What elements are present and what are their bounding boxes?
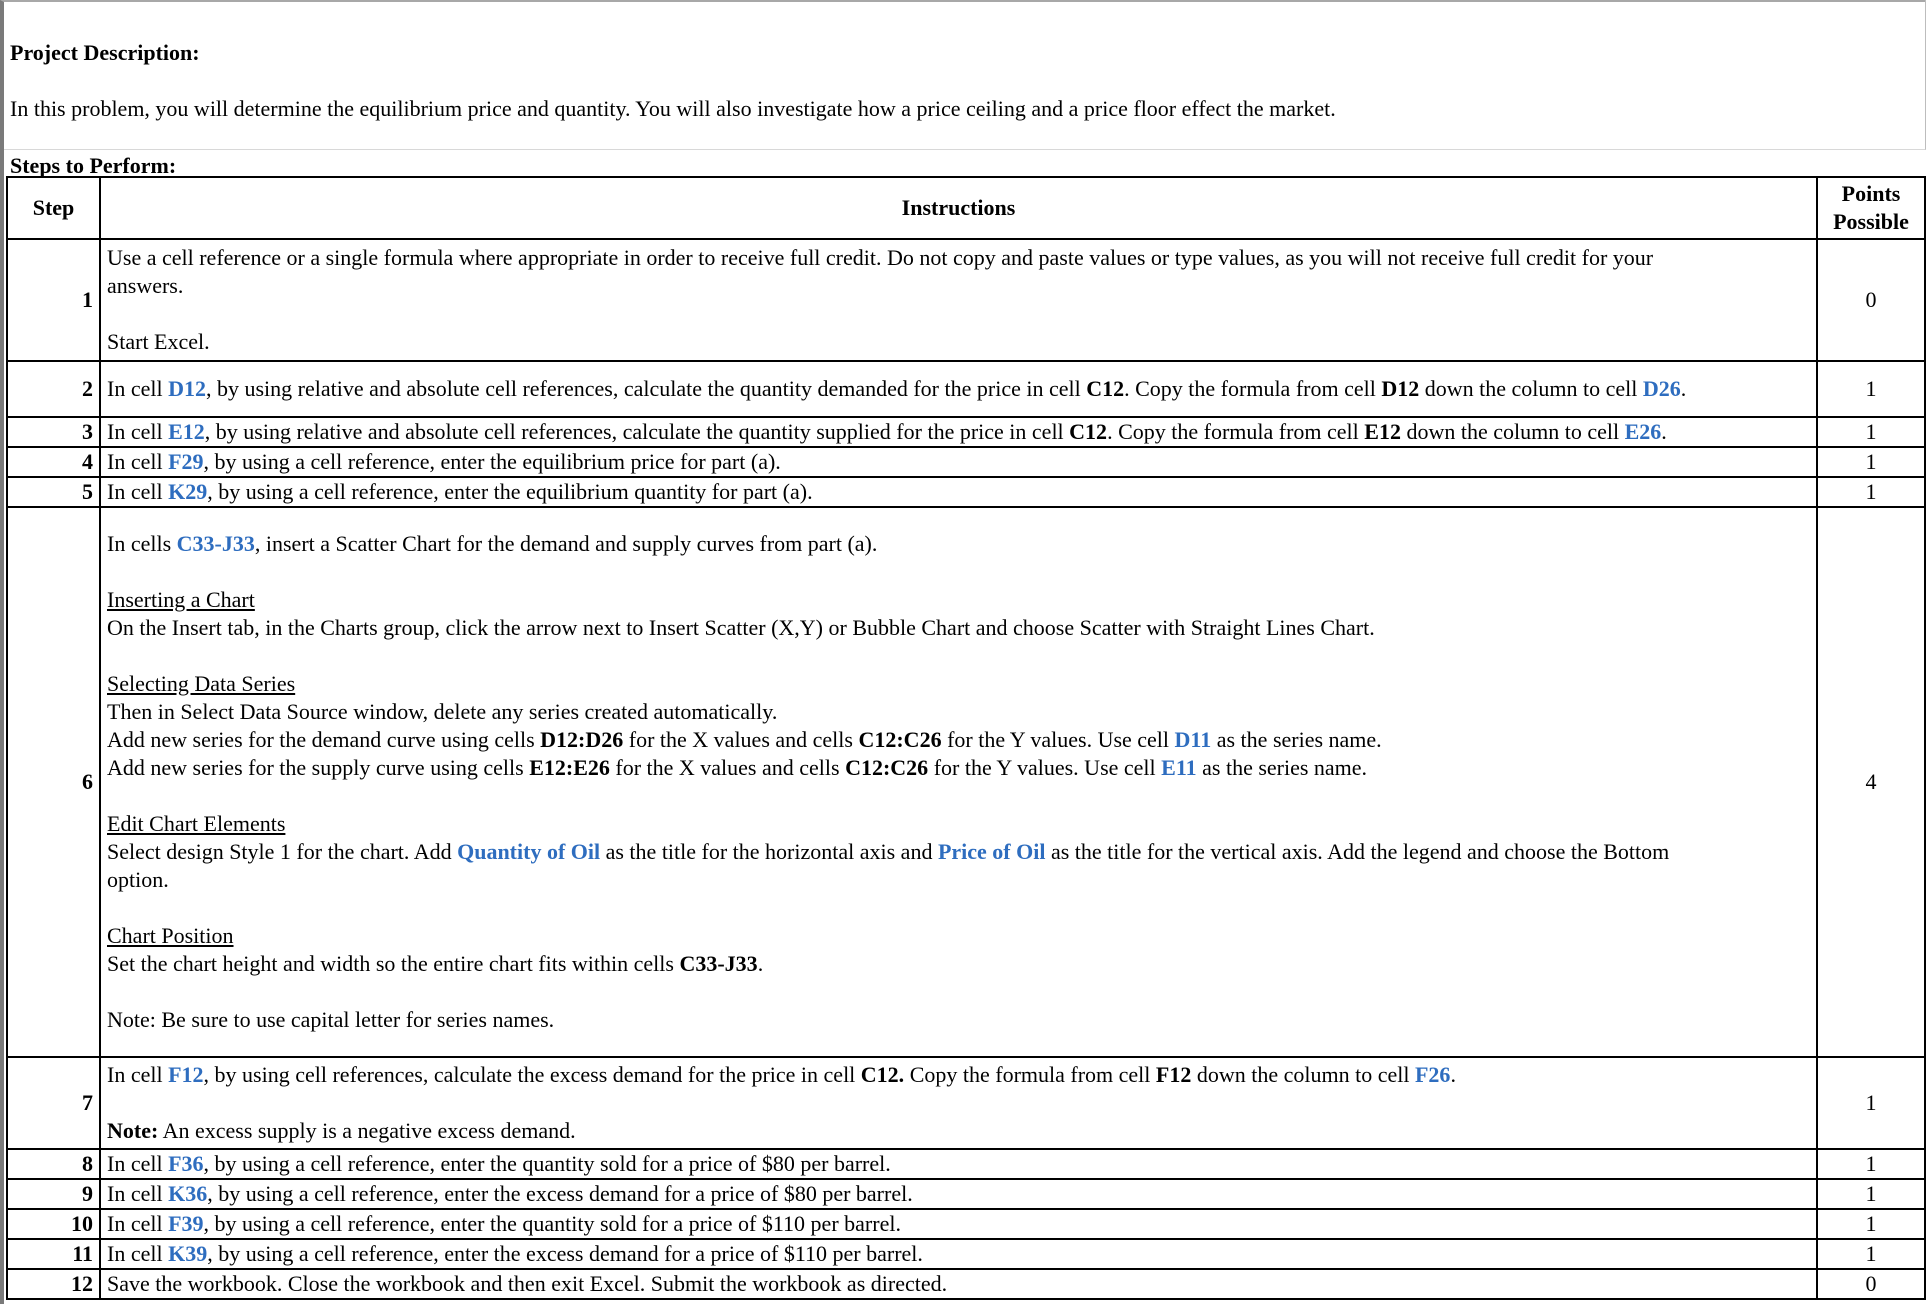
cell-reference: D11 <box>1174 727 1212 752</box>
header-points-possible: Points Possible <box>1817 177 1925 239</box>
step-number: 12 <box>7 1269 100 1299</box>
step-points: 4 <box>1817 507 1925 1057</box>
step-points: 0 <box>1817 1269 1925 1299</box>
project-description-text: In this problem, you will determine the equilibrium price and quantity. You will also investigate how a price ceiling and a price floor effect the market. <box>10 96 1336 121</box>
step-instructions: In cell F36, by using a cell reference, enter the quantity sold for a price of $80 per barrel. <box>100 1149 1817 1179</box>
table-row <box>7 1057 1925 1149</box>
cell-reference: C33-J33 <box>176 531 255 556</box>
step-instructions: In cell K39, by using a cell reference, enter the excess demand for a price of $110 per barrel. <box>100 1239 1817 1269</box>
step-instructions: In cells C33-J33, insert a Scatter Chart for the demand and supply curves from part (a). Inserting a Chart On the Insert tab, in the Charts group, click the arrow next to Insert Scatter (X,Y) or Bubble Chart and choose Scatter with Straight Lines Chart. Selecting Data Series Then in Select Data Source window, delete any series created automatically. Add new series for the demand curve using cells D12:D26 for the X values and cells C12:C26 for the Y values. Use cell D11 as the series name. Add new series for the supply curve using cells E12:E26 for the X values and cells C12:C26 for the Y values. Use cell E11 as the series name. Edit Chart Elements Select design Style 1 for the chart. Add Quantity of Oil as the title for the horizontal axis and Price of Oil as the title for the vertical axis. Add the legend and choose the Bottom option. Chart Position Set the chart height and width so the entire chart fits within cells C33-J33. Note: Be sure to use capital letter for series names. <box>100 507 1817 1057</box>
steps-heading: Steps to Perform: <box>10 153 177 178</box>
step-number: 6 <box>7 507 100 1057</box>
cell-reference: F29 <box>168 449 204 474</box>
step-points: 1 <box>1817 447 1925 477</box>
step-instructions: In cell F39, by using a cell reference, enter the quantity sold for a price of $110 per barrel. <box>100 1209 1817 1239</box>
step-instructions: In cell K29, by using a cell reference, enter the equilibrium quantity for part (a). <box>100 477 1817 507</box>
step-number: 11 <box>7 1239 100 1269</box>
step-points: 1 <box>1817 1149 1925 1179</box>
table-row <box>7 1239 1925 1269</box>
step-number: 2 <box>7 361 100 417</box>
step-points: 1 <box>1817 477 1925 507</box>
table-row <box>7 417 1925 447</box>
step-instructions: In cell F12, by using cell references, calculate the excess demand for the price in cell C12. Copy the formula from cell F12 down the column to cell F26. Note: An excess supply is a negative excess demand. <box>100 1057 1817 1149</box>
step-number: 10 <box>7 1209 100 1239</box>
step-number: 7 <box>7 1057 100 1149</box>
step-number: 3 <box>7 417 100 447</box>
subheading-edit-chart-elements: Edit Chart Elements <box>107 811 286 836</box>
table-row <box>7 477 1925 507</box>
step-number: 4 <box>7 447 100 477</box>
step-number: 5 <box>7 477 100 507</box>
step-number: 8 <box>7 1149 100 1179</box>
cell-reference: E11 <box>1161 755 1197 780</box>
cell-reference: D12 <box>168 376 206 401</box>
cell-reference: F26 <box>1414 1062 1451 1087</box>
subheading-selecting-data-series: Selecting Data Series <box>107 671 296 696</box>
step-instructions: In cell E12, by using relative and absolute cell references, calculate the quantity supplied for the price in cell C12. Copy the formula from cell E12 down the column to cell E26. <box>100 417 1817 447</box>
cell-reference: F36 <box>168 1151 204 1176</box>
step-instructions: In cell F29, by using a cell reference, enter the equilibrium price for part (a). <box>100 447 1817 477</box>
table-row <box>7 1269 1925 1299</box>
cell-reference: K36 <box>168 1181 208 1206</box>
step-points: 1 <box>1817 1179 1925 1209</box>
cell-reference: K29 <box>168 479 208 504</box>
cell-reference: F39 <box>168 1211 204 1236</box>
table-row <box>7 447 1925 477</box>
step-points: 0 <box>1817 239 1925 361</box>
axis-title-reference: Quantity of Oil <box>457 839 601 864</box>
step-number: 1 <box>7 239 100 361</box>
step-points: 1 <box>1817 417 1925 447</box>
cell-reference: F12 <box>168 1062 204 1087</box>
cell-reference: K39 <box>168 1241 208 1266</box>
subheading-inserting-chart: Inserting a Chart <box>107 587 255 612</box>
project-description-heading: Project Description: <box>10 40 200 65</box>
cell-reference: D26 <box>1642 376 1681 401</box>
table-row <box>7 1149 1925 1179</box>
table-row <box>7 239 1925 361</box>
project-description-box <box>4 0 1926 150</box>
table-header-row <box>7 177 1925 239</box>
cell-reference: E12 <box>168 419 205 444</box>
cell-reference: E26 <box>1624 419 1662 444</box>
table-row <box>7 507 1925 1057</box>
step-points: 1 <box>1817 1057 1925 1149</box>
step-points: 1 <box>1817 361 1925 417</box>
steps-table <box>6 176 1926 1300</box>
step-instructions: Save the workbook. Close the workbook and then exit Excel. Submit the workbook as directed. <box>100 1269 1817 1299</box>
axis-title-reference: Price of Oil <box>937 839 1046 864</box>
step-instructions: In cell D12, by using relative and absolute cell references, calculate the quantity demanded for the price in cell C12. Copy the formula from cell D12 down the column to cell D26. <box>100 361 1817 417</box>
step-points: 1 <box>1817 1209 1925 1239</box>
table-row <box>7 1179 1925 1209</box>
subheading-chart-position: Chart Position <box>107 923 234 948</box>
step-points: 1 <box>1817 1239 1925 1269</box>
step-number: 9 <box>7 1179 100 1209</box>
table-row <box>7 1209 1925 1239</box>
step-instructions: Use a cell reference or a single formula where appropriate in order to receive full credit. Do not copy and paste values or type values, as you will not receive full credit for your answers. Start Excel. <box>100 239 1817 361</box>
header-instructions: Instructions <box>100 177 1817 239</box>
table-row <box>7 361 1925 417</box>
step-instructions: In cell K36, by using a cell reference, enter the excess demand for a price of $80 per barrel. <box>100 1179 1817 1209</box>
header-step: Step <box>7 177 100 239</box>
